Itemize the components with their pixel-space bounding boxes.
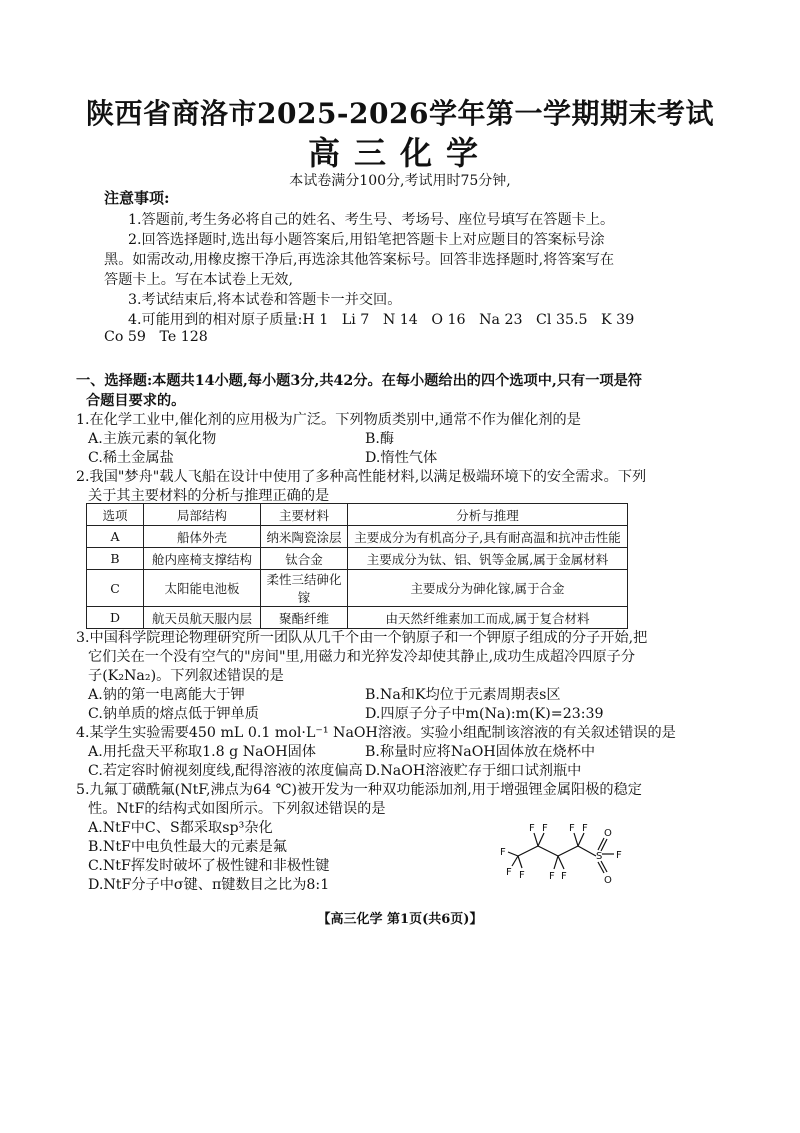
bond [558,846,578,856]
q2-table [86,503,628,629]
bond [518,856,522,868]
bond [534,833,538,846]
q5-option-b: B.NtF中电负性最大的元素是氟 [88,839,287,855]
q3-option-d: D.四原子分子中m(Na):m(K)=23:39 [365,706,604,722]
ntf-structure-diagram [500,818,645,886]
exam-subject: 高三化学 [307,134,492,172]
table-cell: 钛合金 [261,548,348,570]
table-header: 选项 [87,504,144,526]
table-header: 局部结构 [144,504,261,526]
table-cell: 由天然纤维素加工而成,属于复合材料 [348,607,628,629]
q4-stem: 4.某学生实验需要450 mL 0.1 mol·L⁻¹ NaOH溶液。实验小组配制该溶液的有关叙述错误的是 [76,725,676,741]
notes-line-3: 黑。如需改动,用橡皮擦干净后,再选涂其他答案标号。回答非选择题时,将答案写在 [104,252,615,268]
table-cell: 聚酯纤维 [261,607,348,629]
q2-stem-1: 2.我国"梦舟"载人飞船在设计中使用了多种高性能材料,以满足极端环境下的安全需求。下列 [76,469,647,485]
q4-option-a: A.用托盘天平称取1.8 g NaOH固体 [88,744,316,760]
fluorine-atom-label: F [519,870,525,881]
table-cell: B [87,548,144,570]
exam-info: 本试卷满分100分,考试用时75分钟, [289,173,511,189]
bond [578,846,596,856]
q4-option-c: C.若定容时俯视刻度线,配得溶液的浓度偏高 [88,763,363,779]
bond [574,833,578,846]
exam-title: 陕西省商洛市2025-2026学年第一学期期末考试 [86,97,714,130]
q4-option-d: D.NaOH溶液贮存于细口试剂瓶中 [365,763,582,779]
notes-line-4: 答题卡上。写在本试卷上无效, [104,272,293,288]
table-cell: A [87,526,144,548]
double-bond [601,839,607,851]
table-cell: 航天员航天服内层 [144,607,261,629]
q4-option-b: B.称量时应将NaOH固体放在烧杯中 [365,744,596,760]
q1-option-d: D.惰性气体 [365,450,438,466]
q3-option-b: B.Na和K均位于元素周期表s区 [365,687,561,703]
page-footer: 【高三化学 第1页(共6页)】 [317,912,483,927]
q5-option-d: D.NtF分子中σ键、π键数目之比为8:1 [88,877,330,893]
bond [518,846,538,856]
q3-stem-2: 它们关在一个没有空气的"房间"里,用磁力和光猝发冷却使其静止,成功生成超冷四原子分 [88,649,636,665]
double-bond [598,838,604,850]
notes-line-7: Co 59 Te 128 [104,329,208,345]
q5-stem-1: 5.九氟丁磺酰氟(NtF,沸点为64 ℃)被开发为一种双功能添加剂,用于增强锂金属阳极的稳定 [76,782,642,798]
table-header: 主要材料 [261,504,348,526]
oxygen-atom-label: O [604,875,612,886]
fluorine-atom-label: F [561,871,567,882]
fluorine-atom-label: F [569,823,575,834]
section1-heading-2: 合题目要求的。 [86,393,186,409]
bond [554,856,558,869]
table-cell: 柔性三结砷化镓 [261,570,348,607]
oxygen-atom-label: O [604,828,612,839]
bond [538,846,558,856]
table-header: 分析与推理 [348,504,628,526]
table-cell: 纳米陶瓷涂层 [261,526,348,548]
notes-line-5: 3.考试结束后,将本试卷和答题卡一并交回。 [128,292,402,308]
q3-stem-1: 3.中国科学院理论物理研究所一团队从几千个由一个钠原子和一个钾原子组成的分子开始,把 [76,630,648,646]
q1-option-b: B.酶 [365,431,395,447]
bond [512,856,518,866]
table-header-row [87,504,628,526]
q1-stem: 1.在化学工业中,催化剂的应用极为广泛。下列物质类别中,通常不作为催化剂的是 [76,412,581,428]
section1-heading-1: 一、选择题:本题共14小题,每小题3分,共42分。在每小题给出的四个选项中,只有一项是符 [76,373,642,389]
table-cell: 太阳能电池板 [144,570,261,607]
table-cell: C [87,570,144,607]
table-cell: 主要成分为钛、铝、钒等金属,属于金属材料 [348,548,628,570]
table-cell: 主要成分为砷化镓,属于合金 [348,570,628,607]
fluorine-atom-label: F [500,847,506,858]
table-row [87,570,628,607]
notes-line-6: 4.可能用到的相对原子质量:H 1 Li 7 N 14 O 16 Na 23 Cl 35.5 K 39 [128,312,635,328]
q3-stem-3: 子(K₂Na₂)。下列叙述错误的是 [88,668,284,684]
q3-option-a: A.钠的第一电离能大于钾 [88,687,245,703]
bond [508,852,518,856]
table-row [87,607,628,629]
table-cell: D [87,607,144,629]
table-row [87,548,628,570]
fluorine-atom-label: F [529,823,535,834]
q1-option-a: A.主族元素的氧化物 [88,431,217,447]
fluorine-atom-label: F [616,850,622,861]
fluorine-atom-label: F [582,823,588,834]
table-cell: 舱内座椅支撑结构 [144,548,261,570]
q2-stem-2: 关于其主要材料的分析与推理正确的是 [88,488,330,504]
q5-option-a: A.NtF中C、S都采取sp³杂化 [88,820,273,836]
sulfur-atom-label: S [596,851,603,862]
fluorine-atom-label: F [542,823,548,834]
table-cell: 主要成分为有机高分子,具有耐高温和抗冲击性能 [348,526,628,548]
notes-line-1: 1.答题前,考生务必将自己的姓名、考生号、考场号、座位号填写在答题卡上。 [128,212,615,228]
bond [538,833,544,846]
q5-stem-2: 性。NtF的结构式如图所示。下列叙述错误的是 [88,801,386,817]
table-cell: 船体外壳 [144,526,261,548]
q5-option-c: C.NtF挥发时破坏了极性键和非极性键 [88,858,330,874]
q3-option-c: C.钠单质的熔点低于钾单质 [88,706,259,722]
bond [558,856,564,869]
bond [578,833,584,846]
fluorine-atom-label: F [549,871,555,882]
notes-heading: 注意事项: [104,189,170,207]
q1-option-c: C.稀土金属盐 [88,450,174,466]
fluorine-atom-label: F [506,867,512,878]
notes-line-2: 2.回答选择题时,选出每小题答案后,用铅笔把答题卡上对应题目的答案标号涂 [128,232,605,248]
table-row [87,526,628,548]
